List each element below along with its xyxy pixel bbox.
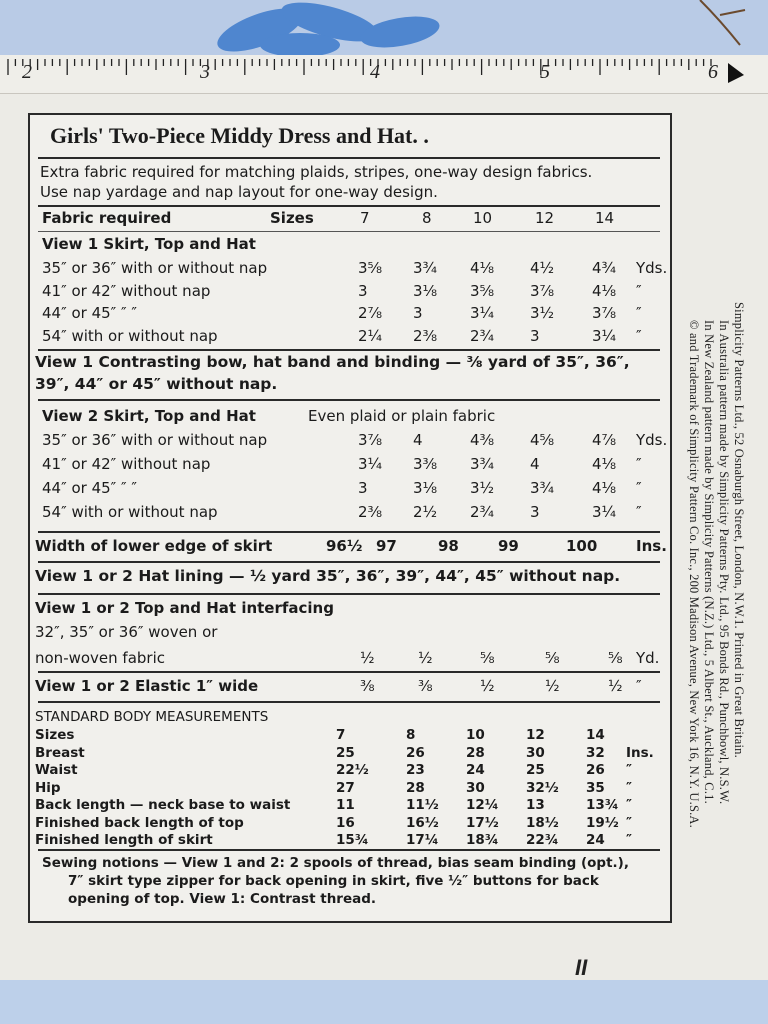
size-value: 3¼: [470, 304, 495, 322]
size-value: 18½: [526, 814, 559, 831]
size-value: 2¼: [358, 326, 383, 345]
size-value: 3: [358, 281, 368, 300]
size-value: 3: [530, 326, 540, 345]
size-value: 12: [526, 727, 545, 743]
unit-label: ″: [636, 304, 642, 322]
interfacing-heading: View 1 or 2 Top and Hat interfacing: [35, 599, 334, 617]
fabric-required-label: Fabric required: [42, 209, 172, 227]
flower-icon: [212, 0, 442, 60]
size-value: 14: [586, 727, 605, 743]
size-value: 22½: [336, 762, 369, 778]
row-label: Back length — neck base to waist: [35, 797, 291, 813]
size-header: 10: [473, 209, 493, 227]
size-value: 22¾: [526, 832, 559, 848]
size-value: 11: [336, 797, 355, 813]
size-value: 3: [530, 503, 540, 521]
size-value: 17½: [466, 814, 499, 831]
ruler-number: 4: [370, 61, 380, 83]
size-value: 98: [438, 537, 459, 555]
unit-label: ″: [626, 832, 633, 848]
unit-label: Yds.: [636, 259, 668, 277]
page-title: Girls' Two-Piece Middy Dress and Hat. .: [50, 123, 429, 148]
publisher-line: In New Zealand pattern made by Simplicity Patterns (N.Z.) Ltd., 5 Albert St., Auckland, C.1.: [702, 320, 716, 804]
size-value: 2⅜: [413, 326, 438, 345]
ruler-arrow-icon: [728, 63, 744, 83]
row-label: 35″ or 36″ with or without nap: [42, 431, 268, 449]
hat-lining-line: View 1 or 2 Hat lining — ½ yard 35″, 36″, 39″, 44″, 45″ without nap.: [35, 567, 621, 585]
size-value: 99: [498, 537, 519, 555]
size-value: 2¾: [470, 503, 495, 521]
size-value: 3⅞: [530, 281, 555, 300]
size-value: 19½: [586, 814, 619, 831]
size-value: 3⅛: [413, 479, 438, 497]
intro-line: Extra fabric required for matching plaids, stripes, one-way design fabrics.: [40, 163, 593, 181]
ruler-number: 2: [22, 61, 32, 83]
size-value: 18¾: [466, 832, 499, 848]
size-value: 28: [406, 779, 425, 796]
notions-line: 7″ skirt type zipper for back opening in skirt, five ½″ buttons for back: [68, 873, 599, 889]
size-header: 7: [360, 209, 370, 227]
yardage-chart: [28, 113, 672, 923]
size-value: 27: [336, 779, 355, 796]
size-value: 4⅛: [470, 259, 495, 277]
view2-heading: View 2 Skirt, Top and Hat: [42, 407, 256, 425]
size-value: 4¾: [592, 259, 617, 277]
size-value: 2⅞: [358, 304, 383, 322]
size-value: 97: [376, 537, 397, 555]
body-measurements-heading: STANDARD BODY MEASUREMENTS: [35, 709, 269, 725]
size-value: 4⅝: [530, 431, 555, 449]
size-value: 4⅛: [592, 479, 617, 497]
row-label: Finished back length of top: [35, 814, 244, 831]
size-value: ½: [360, 649, 375, 667]
size-value: 26: [586, 762, 605, 778]
ruler-number: 5: [540, 61, 550, 83]
size-value: 2⅜: [358, 503, 383, 521]
size-value: ½: [480, 677, 495, 695]
size-value: 4⅜: [470, 431, 495, 449]
size-value: 3⅝: [358, 259, 383, 277]
size-value: 96½: [326, 537, 363, 555]
row-label: Hip: [35, 779, 61, 796]
size-value: 35: [586, 779, 605, 796]
size-value: ⅜: [360, 677, 375, 695]
size-value: 3¼: [592, 503, 617, 521]
size-value: 4⅛: [592, 281, 617, 300]
size-value: ½: [608, 677, 623, 695]
row-label: 44″ or 45″ ″ ″: [42, 304, 138, 322]
size-value: 13: [526, 797, 545, 813]
unit-label: ″: [626, 779, 633, 796]
notions-line: Sewing notions — View 1 and 2: 2 spools of thread, bias seam binding (opt.),: [42, 855, 629, 871]
size-value: 4: [530, 455, 540, 473]
size-value: ⅝: [480, 649, 495, 667]
envelope-marks: II: [575, 955, 588, 980]
size-value: 4½: [530, 259, 555, 277]
size-value: 28: [466, 744, 485, 761]
publisher-line: Simplicity Patterns Ltd., 52 Osnaburgh Street, London, N.W.1. Printed in Great Britain.: [732, 302, 746, 758]
size-value: 13¾: [586, 797, 619, 813]
unit-label: ″: [636, 677, 642, 695]
unit-label: ″: [636, 281, 642, 300]
size-value: 16: [336, 814, 355, 831]
size-value: 3⅜: [413, 455, 438, 473]
intro-line: Use nap yardage and nap layout for one-way design.: [40, 183, 438, 201]
size-value: ⅝: [545, 649, 560, 667]
size-value: 7: [336, 727, 346, 743]
fabric-pattern: [0, 0, 768, 60]
size-value: ½: [418, 649, 433, 667]
view2-subheading: Even plaid or plain fabric: [308, 407, 496, 425]
elastic-label: View 1 or 2 Elastic 1″ wide: [35, 677, 259, 695]
ruler-number: 3: [200, 61, 210, 83]
unit-label: Yds.: [636, 431, 668, 449]
width-label: Width of lower edge of skirt: [35, 537, 273, 555]
size-value: 100: [566, 537, 598, 555]
size-value: 3: [358, 479, 368, 497]
size-value: 11½: [406, 797, 439, 813]
size-value: 26: [406, 744, 425, 761]
size-value: 4: [413, 431, 423, 449]
unit-label: Ins.: [636, 537, 667, 555]
view1-heading: View 1 Skirt, Top and Hat: [42, 235, 256, 253]
size-value: 30: [526, 744, 545, 761]
size-value: 24: [466, 762, 485, 778]
interfacing-line: 32″, 35″ or 36″ woven or: [35, 623, 218, 641]
size-value: 4⅛: [592, 455, 617, 473]
size-value: 17¼: [406, 832, 439, 848]
size-value: 32½: [526, 779, 559, 796]
unit-label: ″: [636, 503, 642, 521]
publisher-line: In Australia pattern made by Simplicity Patterns Pty. Ltd., 95 Bonds Rd., Punchbowl, N.S.W.: [717, 320, 731, 805]
contrast-line: 39″, 44″ or 45″ without nap.: [35, 375, 278, 393]
row-label: 54″ with or without nap: [42, 326, 218, 345]
size-value: 3½: [530, 304, 555, 322]
size-value: 3¾: [530, 479, 555, 497]
ruler-number: 6: [708, 61, 718, 83]
unit-label: ″: [626, 797, 633, 813]
ruler-ticks: [0, 55, 768, 93]
size-value: ⅜: [418, 677, 433, 695]
size-value: 3⅞: [592, 304, 617, 322]
contrast-line: View 1 Contrasting bow, hat band and binding — ⅜ yard of 35″, 36″,: [35, 353, 630, 371]
row-label: Sizes: [35, 727, 75, 743]
size-value: 16½: [406, 814, 439, 831]
unit-label: ″: [626, 814, 633, 831]
size-value: 3¼: [592, 326, 617, 345]
size-value: 25: [336, 744, 355, 761]
size-header: 8: [422, 209, 432, 227]
unit-label: ″: [636, 455, 642, 473]
size-value: 3¼: [358, 455, 383, 473]
size-value: 3⅞: [358, 431, 383, 449]
row-label: Finished length of skirt: [35, 832, 213, 848]
unit-label: Yd.: [636, 649, 660, 667]
size-value: 12¼: [466, 797, 499, 813]
unit-label: ″: [626, 762, 633, 778]
size-value: 30: [466, 779, 485, 796]
row-label: 35″ or 36″ with or without nap: [42, 259, 268, 277]
row-label: 41″ or 42″ without nap: [42, 281, 211, 300]
size-value: 23: [406, 762, 425, 778]
size-value: 3⅝: [470, 281, 495, 300]
fabric-bottom: [0, 980, 768, 1024]
publisher-line: © and Trademark of Simplicity Pattern Co. Inc., 200 Madison Avenue, New York 16, N.Y. U.S.A.: [687, 320, 701, 828]
size-value: 25: [526, 762, 545, 778]
notions-line: opening of top. View 1: Contrast thread.: [68, 891, 377, 907]
size-value: 10: [466, 727, 485, 743]
size-header: 14: [595, 209, 615, 227]
size-value: 15¾: [336, 832, 369, 848]
size-value: 3⅛: [413, 281, 438, 300]
row-label: 41″ or 42″ without nap: [42, 455, 211, 473]
unit-label: Ins.: [626, 744, 654, 761]
row-label: 54″ with or without nap: [42, 503, 218, 521]
size-value: 3¾: [413, 259, 438, 277]
ruler: [0, 55, 768, 94]
size-value: 32: [586, 744, 605, 761]
size-value: ⅝: [608, 649, 623, 667]
branch-icon: [700, 0, 745, 45]
row-label: Breast: [35, 744, 85, 761]
size-value: 2½: [413, 503, 438, 521]
sizes-label: Sizes: [270, 209, 314, 227]
unit-label: ″: [636, 479, 642, 497]
size-value: 2¾: [470, 326, 495, 345]
unit-label: ″: [636, 326, 642, 345]
size-value: 3¾: [470, 455, 495, 473]
size-value: 3½: [470, 479, 495, 497]
size-value: 3: [413, 304, 423, 322]
size-value: 24: [586, 832, 605, 848]
size-header: 12: [535, 209, 555, 227]
row-label: 44″ or 45″ ″ ″: [42, 479, 138, 497]
size-value: 4⅞: [592, 431, 617, 449]
size-value: ½: [545, 677, 560, 695]
row-label: Waist: [35, 762, 78, 778]
interfacing-line: non-woven fabric: [35, 649, 166, 667]
size-value: 8: [406, 727, 416, 743]
